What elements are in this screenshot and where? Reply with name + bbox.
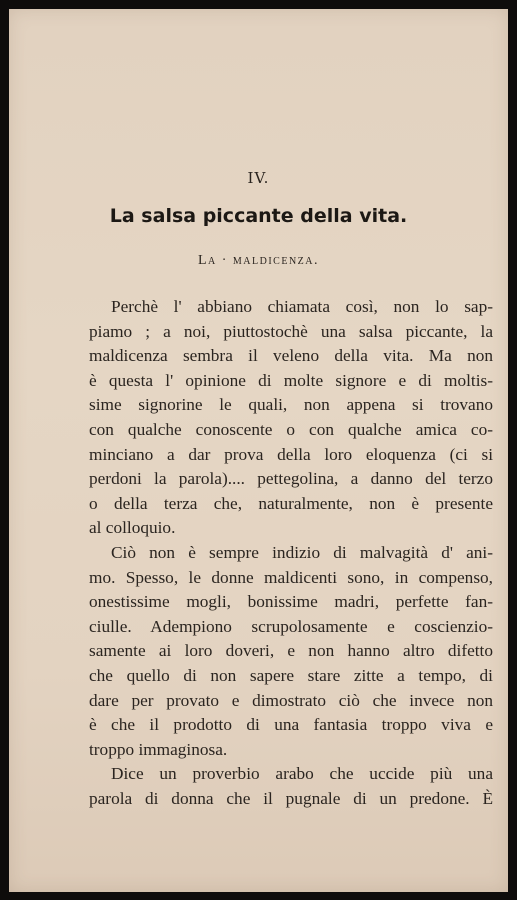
text-line: perdoni la parola).... pettegolina, a danno del terzo	[89, 469, 493, 489]
book-page	[9, 9, 508, 892]
text-line: minciano a dar prova della loro eloquenza (ci si	[89, 444, 493, 464]
text-line: Perchè l' abbiano chiamata così, non lo sap-	[111, 297, 493, 316]
text-line: è questa l' opinione di molte signore e di moltis-	[89, 370, 493, 390]
text-line: dare per provato e dimostrato ciò che invece non	[89, 690, 493, 710]
text-line: Dice un proverbio arabo che uccide più una	[111, 764, 493, 784]
text-line: con qualche conoscente o con qualche amica co-	[89, 419, 493, 439]
text-line: o della terza che, naturalmente, non è presente	[89, 493, 493, 513]
text-line: parola di donna che il pugnale di un predone. È	[89, 788, 493, 808]
text-line: onestissime mogli, bonissime madri, perfette fan-	[89, 592, 493, 612]
text-line: mo. Spesso, le donne maldicenti sono, in compenso,	[89, 567, 493, 587]
chapter-title: La salsa piccante della vita.	[109, 205, 408, 227]
body-text	[89, 295, 493, 811]
text-line: che quello di non sapere stare zitte a tempo, di	[89, 665, 493, 685]
chapter-number: IV.	[247, 169, 270, 187]
text-line: maldicenza sembra il veleno della vita. Ma non	[89, 346, 493, 366]
text-line: piamo ; a noi, piuttostochè una salsa piccante, la	[89, 321, 493, 341]
text-line: troppo immaginosa.	[89, 739, 228, 759]
text-line: Ciò non è sempre indizio di malvagità d' ani-	[111, 542, 493, 562]
text-line: sime signorine le quali, non appena si trovano	[89, 395, 493, 415]
text-line: ciulle. Adempiono scrupolosamente e coscienzio-	[89, 616, 493, 636]
chapter-subtitle: La · maldicenza.	[197, 253, 320, 268]
text-line: è che il prodotto di una fantasia troppo viva e	[89, 715, 493, 735]
text-line: samente ai loro doveri, e non hanno altro difetto	[89, 641, 493, 661]
text-line: al colloquio.	[89, 518, 176, 538]
